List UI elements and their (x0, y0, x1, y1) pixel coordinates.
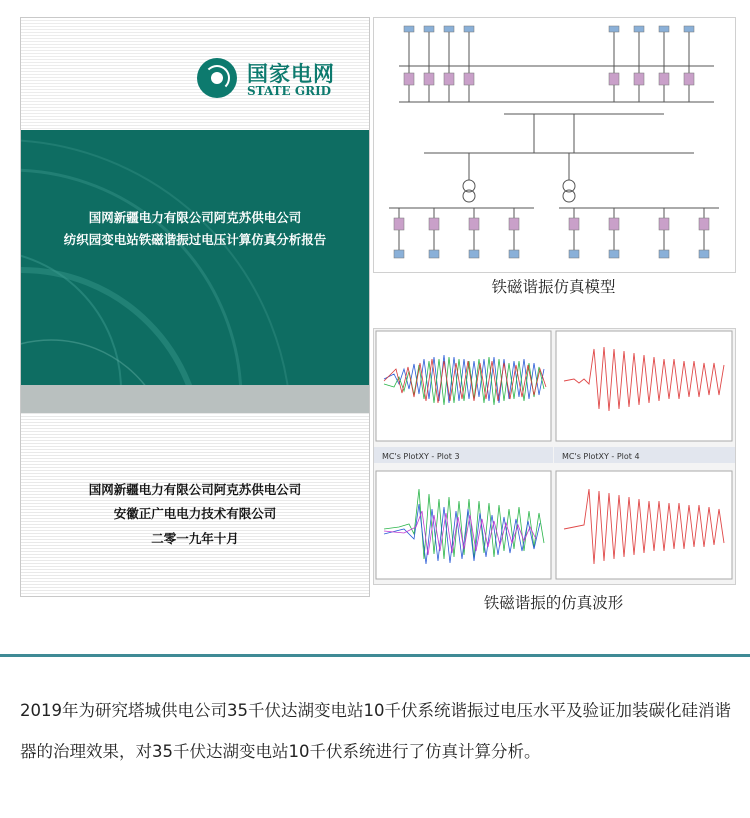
model-caption: 铁磁谐振仿真模型 (491, 278, 616, 296)
plot3-title: MC's PlotXY - Plot 3 (382, 452, 460, 461)
cover-title-band (21, 130, 369, 385)
report-date: 二零一九年十月 (151, 531, 239, 546)
cover-header (21, 18, 369, 130)
waveform-plots (374, 329, 735, 584)
body-paragraph: 2019年为研究塔城供电公司35千伏达湖变电站10千伏系统谐振过电压水平及验证加装碳化硅消谐器的治理效果，对35千伏达湖变电站10千伏系统进行了仿真计算分析。 (20, 701, 731, 761)
simulation-waveforms (373, 328, 736, 585)
report-title-line2: 纺织园变电站铁磁谐振过电压计算仿真分析报告 (63, 232, 327, 247)
circuit-schematic (374, 18, 735, 272)
report-title-line1: 国网新疆电力有限公司阿克苏供电公司 (88, 210, 302, 225)
cover-strip (21, 385, 369, 413)
decorative-arcs (21, 130, 369, 385)
org-line1: 国网新疆电力有限公司阿克苏供电公司 (88, 482, 302, 497)
org-line2: 安徽正广电电力技术有限公司 (113, 506, 277, 521)
brand-name-cn: 国家电网 (247, 62, 335, 86)
brand-name-en: STATE GRID (247, 84, 332, 98)
state-grid-logo-icon (197, 58, 237, 98)
section-divider (0, 654, 750, 657)
simulation-model-diagram (373, 17, 736, 273)
report-cover (20, 17, 370, 597)
plot4-title: MC's PlotXY - Plot 4 (562, 452, 640, 461)
waveform-caption: 铁磁谐振的仿真波形 (483, 594, 624, 612)
